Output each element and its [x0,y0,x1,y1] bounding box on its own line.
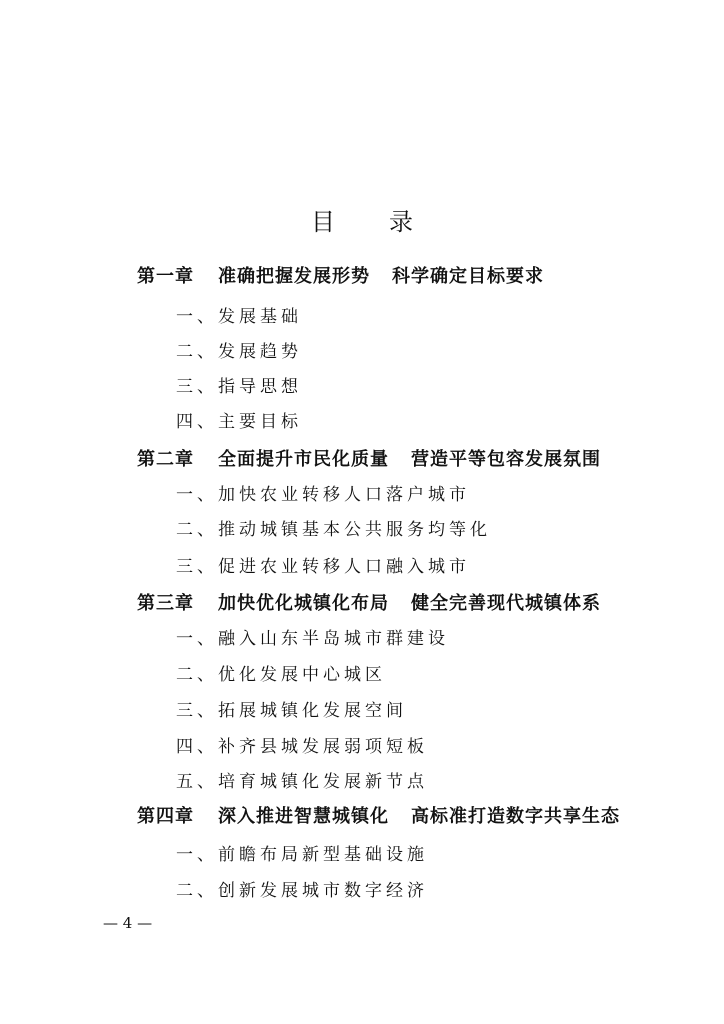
toc-section-1-2[interactable]: 二、发展趋势 [176,342,302,362]
chapter-title-part2: 高标准打造数字共享生态 [411,806,620,827]
toc-section-3-5[interactable]: 五、培育城镇化发展新节点 [176,772,428,792]
chapter-title-part1: 准确把握发展形势 [218,266,370,287]
toc-chapter-1[interactable] [137,262,544,292]
chapter-number: 第二章 [137,449,194,470]
chapter-number: 第三章 [137,593,194,614]
toc-section-2-2[interactable]: 二、推动城镇基本公共服务均等化 [176,520,491,540]
toc-chapter-2[interactable] [137,445,601,475]
chapter-title-part1: 深入推进智慧城镇化 [218,806,389,827]
chapter-title-part2: 科学确定目标要求 [392,266,544,287]
toc-title-char-2: 录 [389,208,413,236]
toc-section-2-1[interactable]: 一、加快农业转移人口落户城市 [176,485,470,505]
toc-section-3-1[interactable]: 一、融入山东半岛城市群建设 [176,629,449,649]
chapter-number: 第四章 [137,806,194,827]
toc-section-4-2[interactable]: 二、创新发展城市数字经济 [176,881,428,901]
toc-section-1-4[interactable]: 四、主要目标 [176,412,302,432]
chapter-number: 第一章 [137,266,194,287]
toc-section-3-2[interactable]: 二、优化发展中心城区 [176,665,386,685]
chapter-title-part1: 全面提升市民化质量 [218,449,389,470]
toc-section-2-3[interactable]: 三、促进农业转移人口融入城市 [176,557,470,577]
chapter-title-part1: 加快优化城镇化布局 [218,593,389,614]
toc-section-3-4[interactable]: 四、补齐县城发展弱项短板 [176,737,428,757]
chapter-title-part2: 健全完善现代城镇体系 [411,593,601,614]
toc-section-3-3[interactable]: 三、拓展城镇化发展空间 [176,701,407,721]
toc-section-1-1[interactable]: 一、发展基础 [176,307,302,327]
toc-section-1-3[interactable]: 三、指导思想 [176,377,302,397]
toc-section-4-1[interactable]: 一、前瞻布局新型基础设施 [176,845,428,865]
toc-title-char-1: 目 [311,208,335,236]
page-number: — 4 — [103,914,153,932]
chapter-title-part2: 营造平等包容发展氛围 [411,449,601,470]
toc-chapter-3[interactable] [137,589,601,619]
toc-chapter-4[interactable] [137,802,620,832]
toc-title [0,202,724,237]
